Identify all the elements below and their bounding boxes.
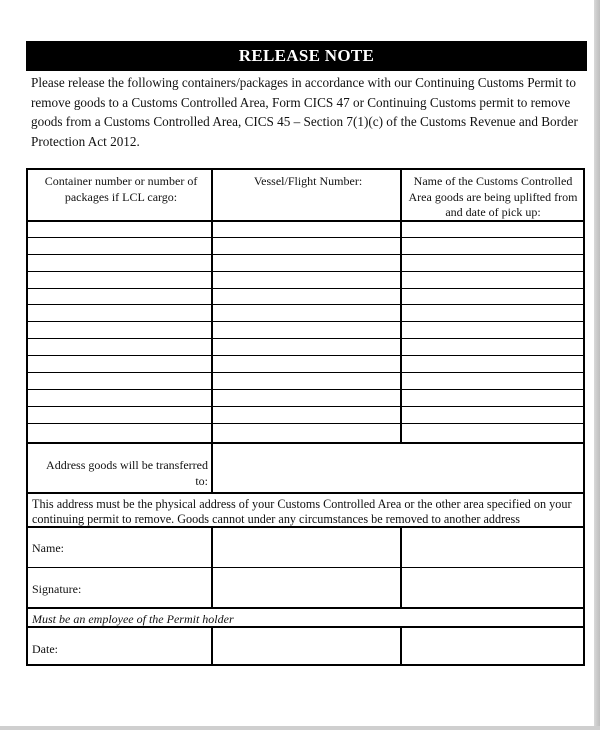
column-divider bbox=[211, 170, 213, 444]
row-divider bbox=[28, 492, 583, 494]
row-divider bbox=[28, 526, 583, 528]
row-divider bbox=[28, 355, 583, 356]
row-divider bbox=[28, 567, 583, 568]
row-divider bbox=[28, 389, 583, 390]
date-label: Date: bbox=[32, 642, 58, 656]
row-divider bbox=[28, 254, 583, 255]
intro-paragraph: Please release the following containers/packages in accordance with our Continuing Customs Permit to remove goods to a Customs Controlled Area, Form CICS 47 or Continuing Customs permit to remove goods from a Customs Controlled Area, CICS 45 – Section 7(1)(c) of the Customs Revenue and Border Protection Act 2012. bbox=[31, 75, 578, 149]
row-divider bbox=[28, 423, 583, 424]
column-divider bbox=[400, 528, 402, 609]
signature-label: Signature: bbox=[32, 582, 82, 596]
column-divider bbox=[400, 628, 402, 666]
column-divider bbox=[211, 628, 213, 666]
page-edge bbox=[594, 0, 600, 730]
row-divider bbox=[28, 406, 583, 407]
row-divider bbox=[28, 321, 583, 322]
row-divider bbox=[28, 220, 583, 222]
row-divider bbox=[28, 607, 583, 609]
release-form-table bbox=[26, 168, 585, 666]
column-divider bbox=[211, 444, 213, 494]
row-divider bbox=[28, 338, 583, 339]
address-label: Address goods will be transferred to: bbox=[46, 458, 208, 488]
row-divider bbox=[28, 271, 583, 272]
column-divider bbox=[400, 170, 402, 444]
row-divider bbox=[28, 237, 583, 238]
page-edge-bottom bbox=[0, 726, 600, 730]
header-customs-area: Name of the Customs Controlled Area goods are being uplifted from and date of pick up: bbox=[408, 174, 578, 219]
row-divider bbox=[28, 288, 583, 289]
name-label: Name: bbox=[32, 541, 64, 555]
address-note: This address must be the physical address of your Customs Controlled Area or the other area specified on your continuing permit to remove. Goods cannot under any circumstances be removed to another address bbox=[32, 497, 572, 526]
row-divider bbox=[28, 626, 583, 628]
column-divider bbox=[211, 528, 213, 609]
row-divider bbox=[28, 442, 583, 444]
row-divider bbox=[28, 372, 583, 373]
header-container-number: Container number or number of packages if LCL cargo: bbox=[44, 174, 198, 204]
employee-note: Must be an employee of the Permit holder bbox=[32, 612, 234, 626]
header-vessel-flight: Vessel/Flight Number: bbox=[253, 174, 363, 188]
document-title: RELEASE NOTE bbox=[26, 41, 587, 71]
row-divider bbox=[28, 304, 583, 305]
